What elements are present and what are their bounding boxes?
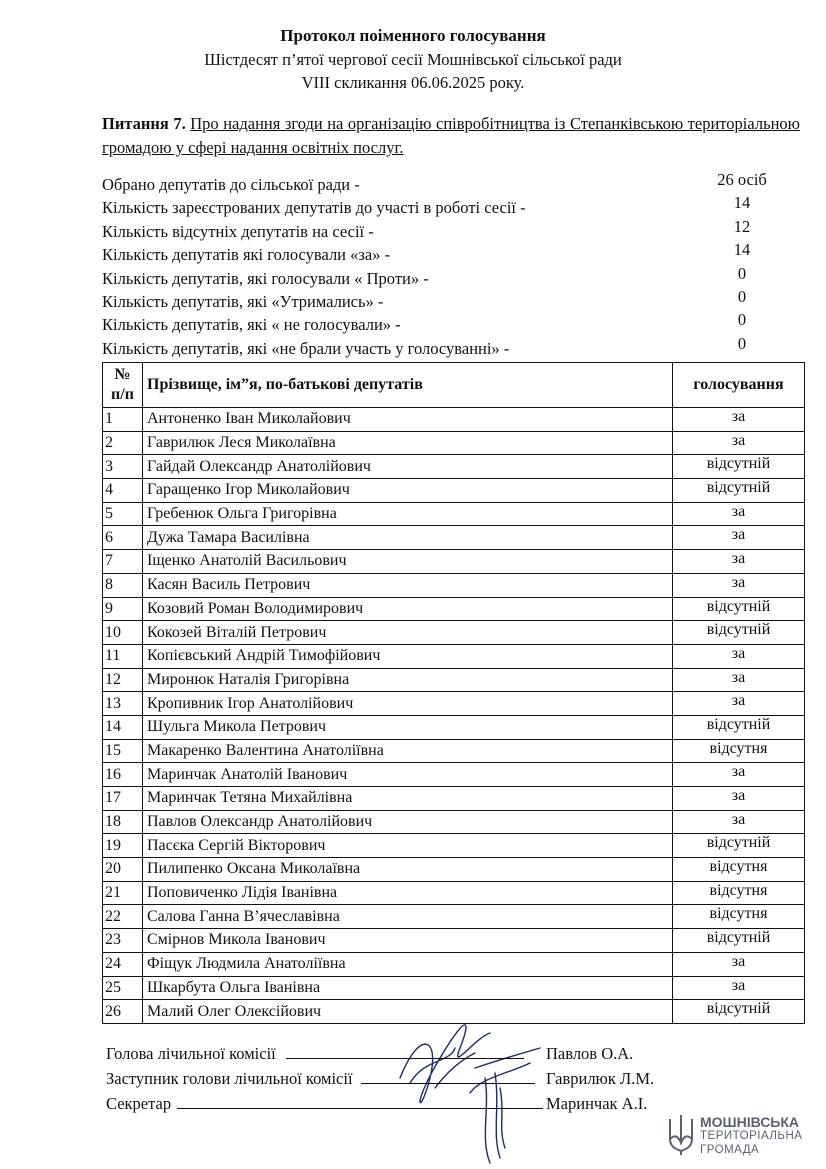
vote-result: за (673, 976, 805, 1000)
number-header (103, 363, 143, 408)
vote-result: за (673, 431, 805, 455)
stat-row (102, 216, 782, 243)
deputy-name: Поповиченко Лідія Іванівна (143, 881, 673, 905)
vote-result: за (673, 526, 805, 550)
signature-role: Секретар (106, 1094, 172, 1113)
row-number: 12 (103, 668, 143, 692)
deputy-name: Фіщук Людмила Анатоліївна (143, 952, 673, 976)
name-header: Прізвище, ім”я, по-батькові депутатів (143, 363, 673, 408)
stat-row (102, 170, 782, 196)
convocation-date-line: VIII скликання 06.06.2025 року. (301, 73, 525, 92)
row-number: 18 (103, 810, 143, 834)
signature-line (361, 1067, 535, 1084)
signature-role: Заступник голови лічильної комісії (106, 1069, 353, 1088)
table-row (103, 526, 805, 550)
logo-line1: МОШНІВСЬКА (700, 1114, 800, 1130)
logo-line3: ГРОМАДА (700, 1144, 760, 1156)
deputy-name: Козовий Роман Володимирович (143, 597, 673, 621)
table-body (103, 408, 805, 1024)
vote-result: за (673, 408, 805, 432)
row-number: 5 (103, 502, 143, 526)
deputy-name: Гайдай Олександр Анатолійович (143, 455, 673, 479)
community-logo (666, 1113, 816, 1163)
vote-result: за (673, 787, 805, 811)
vote-result: відсутній (673, 621, 805, 645)
row-number: 22 (103, 905, 143, 929)
signature-row (106, 1091, 666, 1116)
vote-result: за (673, 668, 805, 692)
logo-line2: ТЕРИТОРІАЛЬНА (700, 1130, 803, 1142)
deputy-name: Кропивник Ігор Анатолійович (143, 692, 673, 716)
vote-result: за (673, 810, 805, 834)
row-number: 24 (103, 952, 143, 976)
table-row (103, 455, 805, 479)
signature-name: Павлов О.А. (546, 1044, 634, 1063)
deputy-name: Гаврилюк Леся Миколаївна (143, 431, 673, 455)
signature-row (106, 1041, 666, 1066)
deputy-name: Гаращенко Ігор Миколайович (143, 479, 673, 503)
vote-header: голосування (673, 363, 805, 408)
deputy-name: Дужа Тамара Василівна (143, 526, 673, 550)
row-number: 21 (103, 881, 143, 905)
row-number: 2 (103, 431, 143, 455)
table-header-row (103, 363, 805, 408)
row-number: 13 (103, 692, 143, 716)
deputy-name: Кокозей Віталій Петрович (143, 621, 673, 645)
logo-text (700, 1115, 802, 1157)
stat-value: 26 осіб (717, 170, 767, 189)
signature-name: Гаврилюк Л.М. (546, 1069, 655, 1088)
table-row (103, 502, 805, 526)
signature-line (177, 1092, 543, 1109)
row-number: 10 (103, 621, 143, 645)
row-number: 8 (103, 573, 143, 597)
row-number: 23 (103, 929, 143, 953)
row-number: 16 (103, 763, 143, 787)
table-row (103, 715, 805, 739)
deputy-name: Смірнов Микола Іванович (143, 929, 673, 953)
deputy-name: Павлов Олександр Анатолійович (143, 810, 673, 834)
deputy-name: Гребенюк Ольга Григорівна (143, 502, 673, 526)
table-row (103, 550, 805, 574)
vote-result: за (673, 763, 805, 787)
deputy-name: Салова Ганна В’ячеславівна (143, 905, 673, 929)
vote-result: за (673, 692, 805, 716)
deputy-name: Миронюк Наталія Григорівна (143, 668, 673, 692)
stat-value: 14 (733, 240, 751, 260)
table-row (103, 597, 805, 621)
deputy-name: Антоненко Іван Миколайович (143, 408, 673, 432)
row-number: 17 (103, 787, 143, 811)
vote-result: за (673, 952, 805, 976)
row-number: 11 (103, 644, 143, 668)
vote-result: відсутня (673, 905, 805, 929)
stat-label: Кількість депутатів, які «Утримались» - (102, 291, 384, 311)
agenda-question (102, 112, 800, 160)
stat-value: 0 (737, 263, 747, 283)
deputy-name: Маринчак Тетяна Михайлівна (143, 787, 673, 811)
row-number: 1 (103, 408, 143, 432)
row-number: 19 (103, 834, 143, 858)
row-number: 26 (103, 1000, 143, 1024)
stat-value: 12 (733, 216, 751, 236)
session-line: Шістдесят п’ятої чергової сесії Мошнівської сільської ради (204, 50, 622, 69)
vote-result: відсутній (673, 715, 805, 739)
vote-result: відсутній (673, 597, 805, 621)
deputy-name: Іщенко Анатолій Васильович (143, 550, 673, 574)
table-row (103, 905, 805, 929)
row-number: 7 (103, 550, 143, 574)
stat-value: 0 (737, 286, 747, 306)
table-row (103, 408, 805, 432)
row-number: 20 (103, 858, 143, 882)
table-row (103, 834, 805, 858)
signature-role: Голова лічильної комісії (106, 1044, 276, 1063)
stat-label: Обрано депутатів до сільської ради - (102, 175, 360, 194)
stat-label: Кількість зареєстрованих депутатів до участі в роботі сесії - (102, 198, 526, 218)
signature-line (286, 1042, 524, 1059)
row-number: 4 (103, 479, 143, 503)
row-number: 3 (103, 455, 143, 479)
stat-value: 0 (737, 333, 747, 353)
stat-label: Кількість депутатів, які «не брали участь у голосуванні» - (102, 338, 510, 358)
document-title: Протокол поіменного голосування (280, 26, 546, 45)
signature-name: Маринчак А.І. (546, 1094, 648, 1113)
row-number: 14 (103, 715, 143, 739)
vote-result: відсутній (673, 834, 805, 858)
vote-result: відсутній (673, 1000, 805, 1024)
stat-row (102, 310, 782, 336)
vote-statistics (102, 170, 782, 360)
table-row (103, 739, 805, 763)
deputy-name: Шкарбута Ольга Іванівна (143, 976, 673, 1000)
vote-result: за (673, 644, 805, 668)
table-row (103, 431, 805, 455)
table-row (103, 858, 805, 882)
number-header-line2: п/п (111, 386, 134, 403)
table-row (103, 976, 805, 1000)
vote-result: відсутня (673, 739, 805, 763)
deputy-name: Малий Олег Олексійович (143, 1000, 673, 1024)
row-number: 25 (103, 976, 143, 1000)
stat-label: Кількість депутатів, які голосували « Проти» - (102, 268, 429, 288)
stat-row (102, 263, 782, 290)
vote-result: за (673, 502, 805, 526)
row-number: 6 (103, 526, 143, 550)
table-row (103, 479, 805, 503)
stat-label: Кількість депутатів які голосували «за» - (102, 245, 391, 265)
deputy-name: Пилипенко Оксана Миколаївна (143, 858, 673, 882)
table-row (103, 763, 805, 787)
table-row (103, 644, 805, 668)
vote-result: за (673, 550, 805, 574)
vote-result: за (673, 573, 805, 597)
deputy-name: Пасєка Сергій Вікторович (143, 834, 673, 858)
vote-result: відсутня (673, 858, 805, 882)
vote-result: відсутній (673, 479, 805, 503)
table-row (103, 810, 805, 834)
signature-row (106, 1066, 666, 1091)
number-header-line1: № (114, 366, 131, 383)
question-text: Про надання згоди на організацію співробітництва із Степанківською територіальною громадою у сфері надання освітніх послуг. (102, 114, 801, 157)
roll-call-table (102, 362, 805, 1024)
deputy-name: Шульга Микола Петрович (143, 715, 673, 739)
stat-value: 14 (733, 193, 751, 213)
stat-row (102, 193, 782, 219)
table-row (103, 929, 805, 953)
row-number: 15 (103, 739, 143, 763)
stat-label: Кількість депутатів, які « не голосували» - (102, 315, 401, 335)
document-header (0, 24, 826, 94)
table-row (103, 692, 805, 716)
table-row (103, 787, 805, 811)
deputy-name: Маринчак Анатолій Іванович (143, 763, 673, 787)
deputy-name: Касян Василь Петрович (143, 573, 673, 597)
stat-row (102, 286, 782, 313)
deputy-name: Макаренко Валентина Анатоліївна (143, 739, 673, 763)
table-row (103, 952, 805, 976)
stat-label: Кількість відсутніх депутатів на сесії - (102, 221, 374, 241)
signature-block (106, 1041, 666, 1116)
trident-icon (666, 1113, 696, 1157)
table-row (103, 621, 805, 645)
table-row (103, 668, 805, 692)
deputy-name: Копієвський Андрій Тимофійович (143, 644, 673, 668)
stat-row (102, 240, 782, 266)
stat-value: 0 (737, 310, 747, 330)
question-label: Питання 7. (102, 114, 186, 133)
vote-result: відсутній (673, 455, 805, 479)
vote-result: відсутня (673, 881, 805, 905)
vote-result: відсутній (673, 929, 805, 953)
table-row (103, 881, 805, 905)
row-number: 9 (103, 597, 143, 621)
stat-row (102, 333, 782, 360)
table-row (103, 573, 805, 597)
